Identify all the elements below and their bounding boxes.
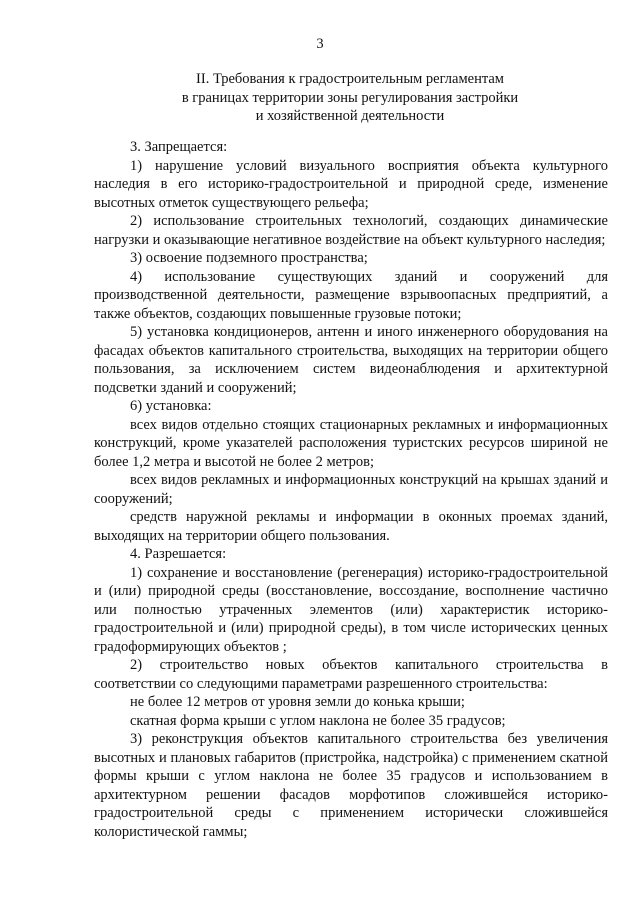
paragraph-allowed-heading: 4. Разрешается: <box>130 546 227 562</box>
paragraph-item-6c: средств наружной рекламы и информации в оконных проемах зданий, выходящих на территории общего пользования. <box>94 509 608 544</box>
document-body <box>94 138 608 841</box>
paragraph-allowed-1: 1) сохранение и восстановление (регенерация) историко-градостроительной и (или) природной среды (восстановление, воссоздание, восполнение частично или полностью утраченных элементов (или) характеристик историко-градостроительной и (или) природной среды), в том числе исторических ценных градоформирующих объектов ; <box>94 564 608 655</box>
paragraph-prohibited-heading: 3. Запрещается: <box>130 139 228 155</box>
paragraph-item-6a: всех видов отдельно стоящих стационарных рекламных и информационных конструкций, кроме указателей расположения туристских ресурсов шириной не более 1,2 метра и высотой не более 2 метров; <box>94 416 608 470</box>
paragraph-item-2: 2) использование строительных технологий, создающих динамические нагрузки и оказывающие негативное воздействие на объект культурного наследия; <box>94 213 608 248</box>
paragraph-item-3: 3) освоение подземного пространства; <box>130 250 368 266</box>
paragraph-allowed-2b: скатная форма крыши с углом наклона не более 35 градусов; <box>130 712 506 729</box>
paragraph-item-5: 5) установка кондиционеров, антенн и иного инженерного оборудования на фасадах объектов капитального строительства, выходящих на территории общего пользования, за исключением систем видеонаблюдения и архитектурной подсветки зданий и сооружений; <box>94 324 608 396</box>
heading-line-1: II. Требования к градостроительным регламентам <box>196 71 504 87</box>
paragraph-allowed-2a: не более 12 метров от уровня земли до конька крыши; <box>130 694 465 710</box>
paragraph-allowed-3: 3) реконструкция объектов капитального строительства без увеличения высотных и плановых габаритов (пристройка, надстройка) с применением скатной формы крыши с углом наклона не более 35 градусов и использованием в архитектурном решении фасадов морфотипов сложившейся историко-градостроительной среды с применением исторически сложившейся колористической гаммы; <box>94 731 608 840</box>
heading-line-2: в границах территории зоны регулирования застройки <box>181 89 519 106</box>
paragraph-allowed-2: 2) строительство новых объектов капитального строительства в соответствии со следующими параметрами разрешенного строительства: <box>94 657 608 692</box>
section-heading <box>60 70 640 126</box>
page-number: 3 <box>316 36 324 52</box>
heading-line-3: и хозяйственной деятельности <box>255 108 445 124</box>
paragraph-item-6b: всех видов рекламных и информационных конструкций на крышах зданий и сооружений; <box>94 472 608 507</box>
paragraph-item-4: 4) использование существующих зданий и сооружений для производственной деятельности, размещение взрывоопасных предприятий, а также объектов, создающих повышенные грузовые потоки; <box>94 268 608 322</box>
paragraph-item-1: 1) нарушение условий визуального восприятия объекта культурного наследия в его историко-градостроительной и природной среде, изменение высотных отметок существующего рельефа; <box>94 157 608 211</box>
paragraph-item-6: 6) установка: <box>130 398 212 414</box>
